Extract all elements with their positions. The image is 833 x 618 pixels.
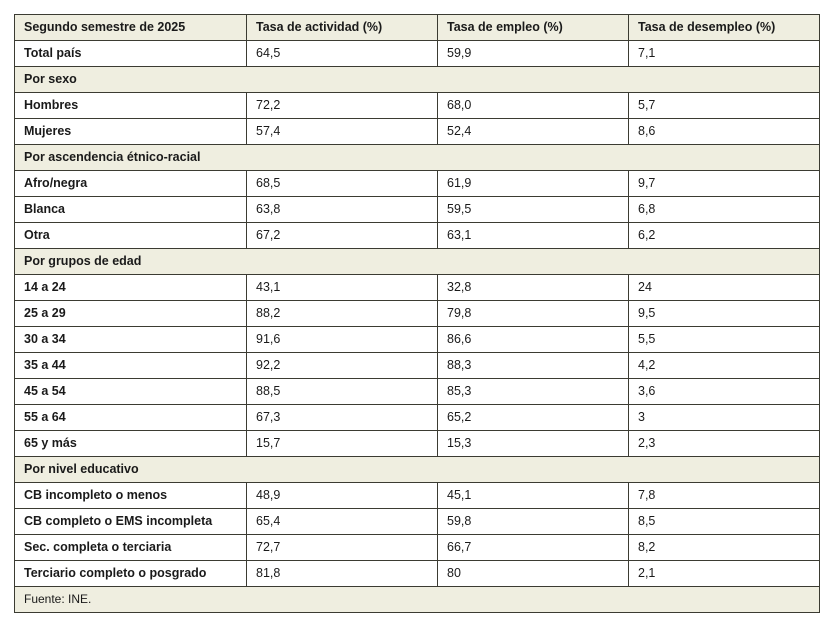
row-value: 68,5 [247, 171, 438, 197]
row-value: 6,8 [629, 197, 820, 223]
row-value: 66,7 [438, 535, 629, 561]
row-value: 3 [629, 405, 820, 431]
table-body [15, 41, 820, 613]
table-section-row [15, 67, 820, 93]
row-value: 79,8 [438, 301, 629, 327]
row-value: 6,2 [629, 223, 820, 249]
table-row [15, 93, 820, 119]
table-row [15, 379, 820, 405]
row-value: 24 [629, 275, 820, 301]
table-row [15, 301, 820, 327]
column-header-unemployment-rate: Tasa de desempleo (%) [629, 15, 820, 41]
column-header-employment-rate: Tasa de empleo (%) [438, 15, 629, 41]
row-value: 67,2 [247, 223, 438, 249]
row-value: 57,4 [247, 119, 438, 145]
section-label: Por nivel educativo [15, 457, 820, 483]
row-label: 14 a 24 [15, 275, 247, 301]
row-value: 15,3 [438, 431, 629, 457]
table-row [15, 483, 820, 509]
table-row [15, 327, 820, 353]
row-label: Sec. completa o terciaria [15, 535, 247, 561]
table-row [15, 171, 820, 197]
row-value: 91,6 [247, 327, 438, 353]
column-header-period: Segundo semestre de 2025 [15, 15, 247, 41]
row-value: 5,5 [629, 327, 820, 353]
row-value: 59,9 [438, 41, 629, 67]
row-value: 92,2 [247, 353, 438, 379]
table-row [15, 223, 820, 249]
row-label: Mujeres [15, 119, 247, 145]
column-header-activity-rate: Tasa de actividad (%) [247, 15, 438, 41]
row-label: 55 a 64 [15, 405, 247, 431]
row-label: Terciario completo o posgrado [15, 561, 247, 587]
row-value: 43,1 [247, 275, 438, 301]
table-row [15, 431, 820, 457]
table-header [15, 15, 820, 41]
row-value: 72,7 [247, 535, 438, 561]
row-value: 3,6 [629, 379, 820, 405]
row-label: 30 a 34 [15, 327, 247, 353]
row-label: Hombres [15, 93, 247, 119]
source-note: Fuente: INE. [15, 587, 820, 613]
table-row [15, 405, 820, 431]
table-section-row [15, 457, 820, 483]
row-label: 65 y más [15, 431, 247, 457]
row-value: 2,3 [629, 431, 820, 457]
table-row [15, 561, 820, 587]
row-label: Afro/negra [15, 171, 247, 197]
table-row [15, 119, 820, 145]
row-value: 15,7 [247, 431, 438, 457]
row-value: 59,5 [438, 197, 629, 223]
row-value: 7,8 [629, 483, 820, 509]
table-row [15, 197, 820, 223]
table-footer-row [15, 587, 820, 613]
row-value: 81,8 [247, 561, 438, 587]
table-row [15, 353, 820, 379]
row-value: 65,2 [438, 405, 629, 431]
row-value: 64,5 [247, 41, 438, 67]
row-value: 5,7 [629, 93, 820, 119]
labour-statistics-table [14, 14, 820, 613]
row-label: Otra [15, 223, 247, 249]
row-value: 4,2 [629, 353, 820, 379]
row-label: Blanca [15, 197, 247, 223]
table-row [15, 535, 820, 561]
row-value: 8,6 [629, 119, 820, 145]
row-value: 2,1 [629, 561, 820, 587]
table-header-row [15, 15, 820, 41]
row-label: 45 a 54 [15, 379, 247, 405]
row-value: 63,8 [247, 197, 438, 223]
row-label: CB completo o EMS incompleta [15, 509, 247, 535]
row-value: 88,2 [247, 301, 438, 327]
row-value: 88,3 [438, 353, 629, 379]
row-value: 45,1 [438, 483, 629, 509]
section-label: Por ascendencia étnico-racial [15, 145, 820, 171]
table-row [15, 275, 820, 301]
row-label: 35 a 44 [15, 353, 247, 379]
row-value: 9,7 [629, 171, 820, 197]
row-value: 8,5 [629, 509, 820, 535]
row-value: 65,4 [247, 509, 438, 535]
row-value: 52,4 [438, 119, 629, 145]
row-label: 25 a 29 [15, 301, 247, 327]
row-value: 61,9 [438, 171, 629, 197]
row-value: 86,6 [438, 327, 629, 353]
row-value: 32,8 [438, 275, 629, 301]
row-value: 59,8 [438, 509, 629, 535]
table-row [15, 41, 820, 67]
row-value: 48,9 [247, 483, 438, 509]
row-value: 72,2 [247, 93, 438, 119]
table-row [15, 509, 820, 535]
row-value: 68,0 [438, 93, 629, 119]
row-value: 7,1 [629, 41, 820, 67]
row-value: 85,3 [438, 379, 629, 405]
section-label: Por sexo [15, 67, 820, 93]
row-label: Total país [15, 41, 247, 67]
table-section-row [15, 145, 820, 171]
row-value: 8,2 [629, 535, 820, 561]
table-section-row [15, 249, 820, 275]
row-value: 9,5 [629, 301, 820, 327]
row-label: CB incompleto o menos [15, 483, 247, 509]
row-value: 63,1 [438, 223, 629, 249]
row-value: 67,3 [247, 405, 438, 431]
section-label: Por grupos de edad [15, 249, 820, 275]
row-value: 88,5 [247, 379, 438, 405]
row-value: 80 [438, 561, 629, 587]
